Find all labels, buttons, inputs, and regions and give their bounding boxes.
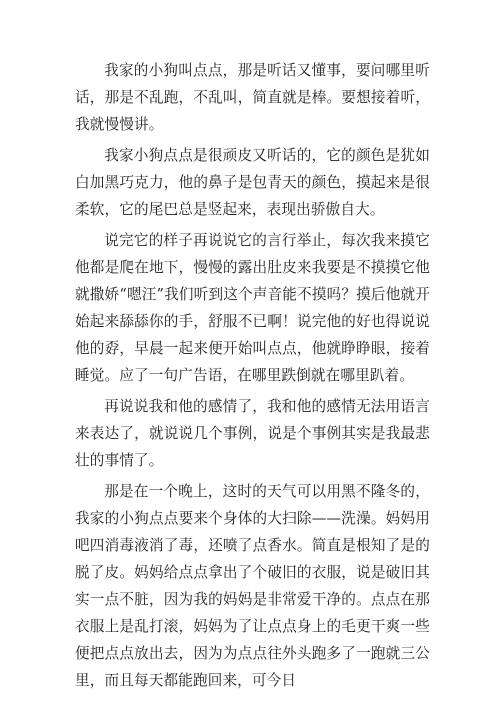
paragraph-behavior: 说完它的样子再说说它的言行举止，每次我来摸它他都是爬在地下，慢慢的露出肚皮来我要是不摸摸它他就撒娇“嗯汪”我们听到这个声音能不摸吗？摸后他就开始起来舔舔你的手，舒服不已啊！说完他的好也得说说他的孬，早晨一起来便开始叫点点，他就睁睁眼，接着睡觉。应了一句广告语，在哪里跌倒就在哪里趴着。 <box>75 232 430 384</box>
paragraph-feelings: 再说说我和他的感情了，我和他的感情无法用语言来表达了，就说说几个事例，说是个事例其实是我最悲壮的事情了。 <box>75 398 430 469</box>
paragraph-story: 那是在一个晚上，这时的天气可以用黑不隆冬的，我家的小狗点点要来个身体的大扫除——洗澡。妈妈用吧四消毒液消了毒，还喷了点香水。简直是根知了是的脱了皮。妈妈给点点拿出了个破旧的衣服，说是破旧其实一点不脏，因为我的妈妈是非常爱干净的。点点在那衣服上是乱打滚，妈妈为了让点点身上的毛更干爽一些便把点点放出去，因为为点点往外头跑多了一跑就三公里，而且每天都能跑回来，可今日 <box>75 483 430 689</box>
document-page <box>75 57 430 698</box>
paragraph-intro: 我家的小狗叫点点，那是听话又懂事，要问哪里听话，那是不乱跑，不乱叫，简直就是棒。要想接着听，我就慢慢讲。 <box>75 62 430 133</box>
paragraph-appearance: 我家小狗点点是很顽皮又听话的，它的颜色是犹如白加黑巧克力，他的鼻子是包青天的颜色，摸起来是很柔软，它的尾巴总是竖起来，表现出骄傲自大。 <box>75 147 430 218</box>
